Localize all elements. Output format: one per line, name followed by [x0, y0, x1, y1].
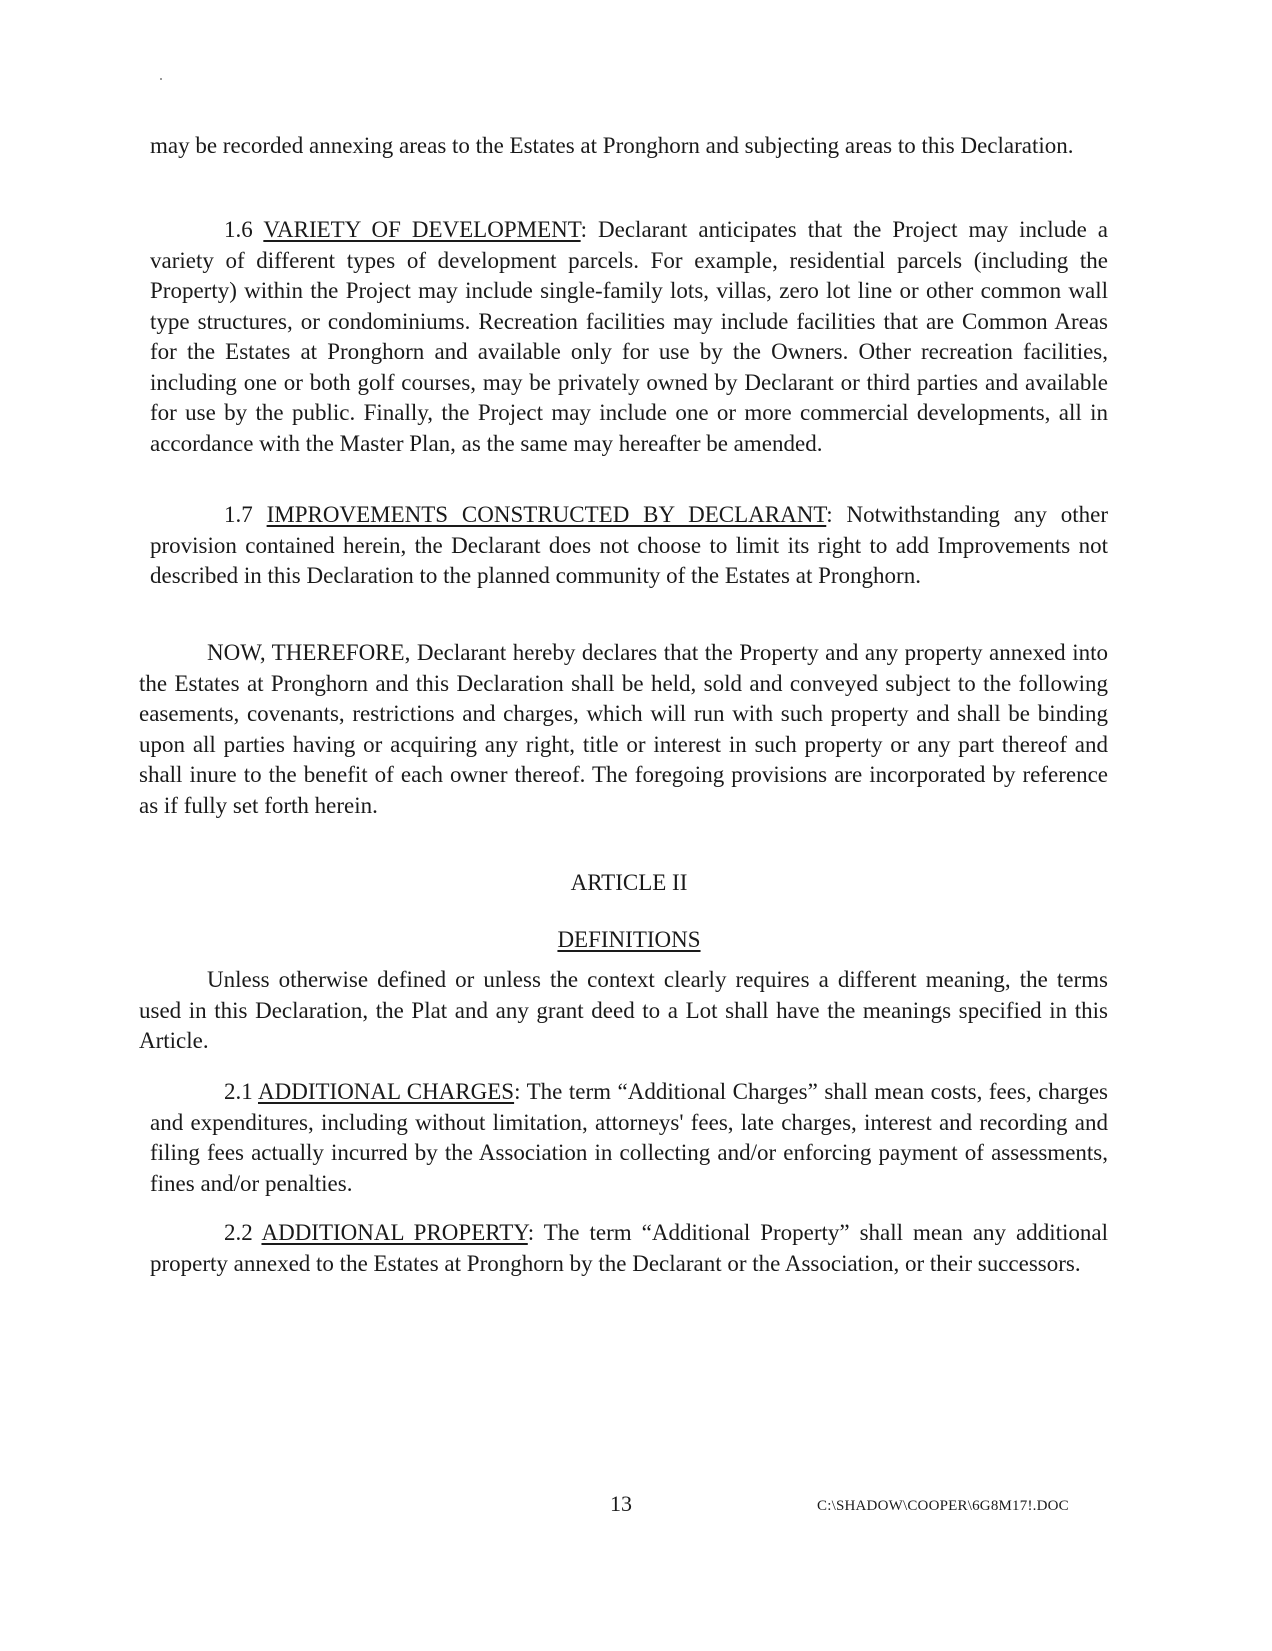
intro-paragraph	[150, 131, 1108, 162]
file-path: C:\SHADOW\COOPER\6G8M17!.DOC	[817, 1498, 1069, 1514]
section-1-7	[150, 500, 1108, 592]
section-2-2-heading: ADDITIONAL PROPERTY	[261, 1220, 528, 1245]
section-1-7-body: : Notwithstanding any other provision contained herein, the Declarant does not choose to limit its right to add Improvements not described in this Declaration to the planned community of the Estates at Pronghorn.	[150, 502, 1109, 588]
section-1-6-number: 1.6	[224, 217, 253, 242]
now-therefore-text: NOW, THEREFORE, Declarant hereby declares that the Property and any property annexed into the Estates at Pronghorn and this Declaration shall be held, sold and conveyed subject to the following easements, covenants, restrictions and charges, which will run with such property and shall be binding upon all parties having or acquiring any right, title or interest in such property or any part thereof and shall inure to the benefit of each owner thereof. The foregoing provisions are incorporated by reference as if fully set forth herein.	[139, 640, 1108, 818]
section-1-6	[150, 215, 1108, 459]
section-2-2-number: 2.2	[224, 1220, 253, 1245]
definitions-intro-text: Unless otherwise defined or unless the context clearly requires a different meaning, the terms used in this Declaration, the Plat and any grant deed to a Lot shall have the meanings specified in this Article.	[139, 967, 1108, 1053]
definitions-heading: DEFINITIONS	[557, 927, 701, 952]
section-1-6-heading: VARIETY OF DEVELOPMENT	[263, 217, 581, 242]
section-2-1	[150, 1077, 1108, 1199]
scan-speck	[160, 78, 162, 80]
article-title: ARTICLE II	[570, 870, 688, 895]
section-1-6-body: : Declarant anticipates that the Project may include a variety of different types of development parcels. For example, residential parcels (including the Property) within the Project may include single-family lots, villas, zero lot line or other common wall type structures, or condominiums. Recreation facilities may include facilities that are Common Areas for the Estates at Pronghorn and available only for use by the Owners. Other recreation facilities, including one or both golf courses, may be privately owned by Declarant or third parties and available for use by the public. Finally, the Project may include one or more commercial developments, all in accordance with the Master Plan, as the same may hereafter be amended.	[150, 217, 1108, 456]
section-2-2	[150, 1218, 1108, 1279]
section-1-7-heading: IMPROVEMENTS CONSTRUCTED BY DECLARANT	[266, 502, 827, 527]
page-number: 13	[610, 1491, 632, 1516]
intro-text: may be recorded annexing areas to the Estates at Pronghorn and subjecting areas to this Declaration.	[150, 133, 1074, 158]
section-2-1-heading: ADDITIONAL CHARGES	[258, 1079, 515, 1104]
section-2-1-number: 2.1	[224, 1079, 253, 1104]
section-1-7-number: 1.7	[224, 502, 253, 527]
article-subtitle	[150, 925, 1108, 955]
definitions-intro	[139, 965, 1108, 1057]
section-2-1-body: : The term “Additional Charges” shall mean costs, fees, charges and expenditures, including without limitation, attorneys' fees, late charges, interest and recording and filing fees actually incurred by the Association in collecting and/or enforcing payment of assessments, fines and/or penalties.	[150, 1079, 1108, 1196]
section-2-2-body: : The term “Additional Property” shall mean any additional property annexed to the Estates at Pronghorn by the Declarant or the Association, or their successors.	[150, 1220, 1108, 1276]
now-therefore-paragraph	[139, 638, 1108, 821]
